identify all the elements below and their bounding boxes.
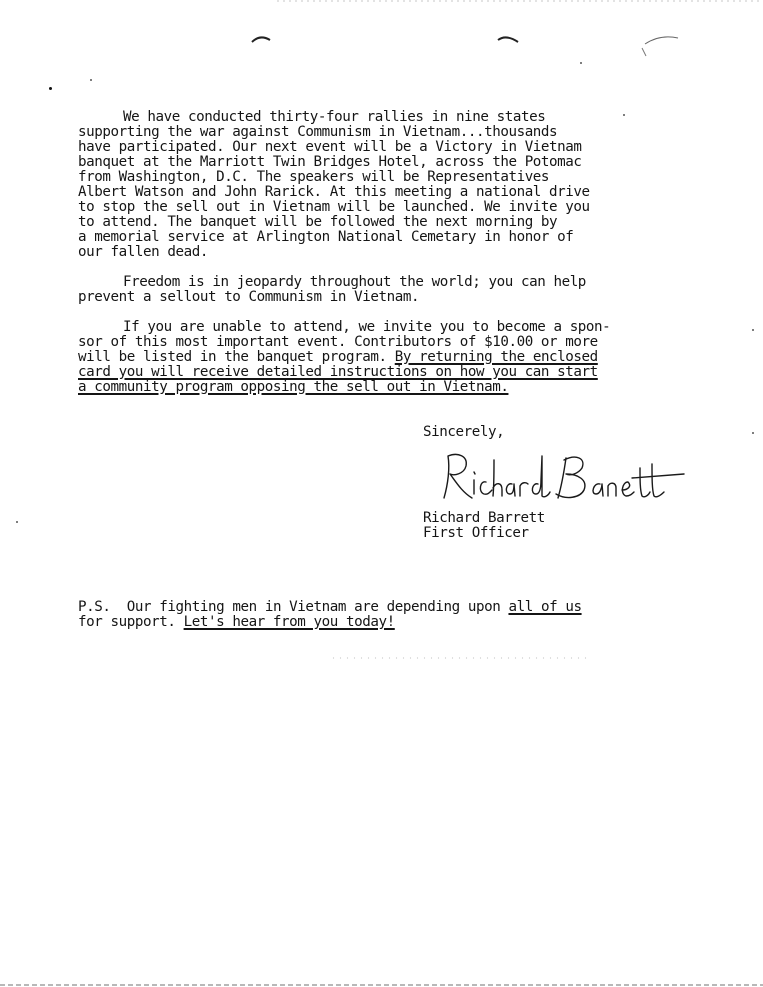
paragraph-3-line-3 [78, 350, 598, 365]
paragraph-1-line-10: our fallen dead. [78, 244, 208, 260]
scan-marks [250, 30, 690, 70]
paragraph-3-line-5: a community program opposing the sell out in Vietnam. [78, 379, 509, 395]
paragraph-1-line-7: to stop the sell out in Vietnam will be launched. We invite you [78, 199, 590, 215]
handwritten-signature [438, 450, 688, 510]
postscript-line-1-plain: Our fighting men in Vietnam are depending upon [126, 599, 509, 615]
paragraph-1-line-4: banquet at the Marriott Twin Bridges Hotel, across the Potomac [78, 154, 582, 170]
signer-title: First Officer [423, 525, 529, 541]
bottom-edge-dashes [0, 984, 763, 986]
speck [49, 87, 52, 90]
paragraph-1-line-3: have participated. Our next event will be a Victory in Vietnam [78, 139, 582, 155]
paragraph-1-line-8: to attend. The banquet will be followed the next morning by [78, 214, 558, 230]
postscript-line-1 [78, 600, 582, 615]
speck [580, 62, 582, 64]
speck [752, 329, 754, 331]
speck [623, 114, 625, 116]
postscript-label: P.S. [78, 599, 111, 615]
paragraph-3-line-1: If you are unable to attend, we invite you to become a spon- [123, 319, 611, 335]
top-edge-dots [275, 0, 763, 2]
scan-noise [330, 657, 590, 659]
closing: Sincerely, [423, 424, 505, 440]
speck [16, 521, 18, 523]
speck [90, 79, 92, 81]
paragraph-1-line-1: We have conducted thirty-four rallies in nine states [123, 109, 546, 125]
paragraph-3-line-4: card you will receive detailed instructions on how you can start [78, 364, 598, 380]
postscript-line-1-underlined: all of us [508, 599, 582, 615]
paragraph-2-line-1: Freedom is in jeopardy throughout the world; you can help [123, 274, 586, 290]
paragraph-3-line-3-underlined: By returning the enclosed [394, 349, 598, 365]
paragraph-1-line-9: a memorial service at Arlington National Cemetary in honor of [78, 229, 574, 245]
paragraph-3-line-3-plain: will be listed in the banquet program. [78, 349, 395, 365]
signer-name: Richard Barrett [423, 510, 545, 526]
speck [752, 432, 754, 434]
paragraph-1-line-2: supporting the war against Communism in Vietnam...thousands [78, 124, 558, 140]
postscript-line-2 [78, 615, 395, 630]
postscript-line-2-plain: for support. [78, 614, 184, 630]
paragraph-1-line-5: from Washington, D.C. The speakers will be Representatives [78, 169, 550, 185]
paragraph-2-line-2: prevent a sellout to Communism in Vietnam. [78, 289, 420, 305]
paragraph-3-line-2: sor of this most important event. Contributors of $10.00 or more [78, 334, 598, 350]
postscript-line-2-underlined: Let's hear from you today! [183, 614, 395, 630]
paragraph-1-line-6: Albert Watson and John Rarick. At this meeting a national drive [78, 184, 590, 200]
